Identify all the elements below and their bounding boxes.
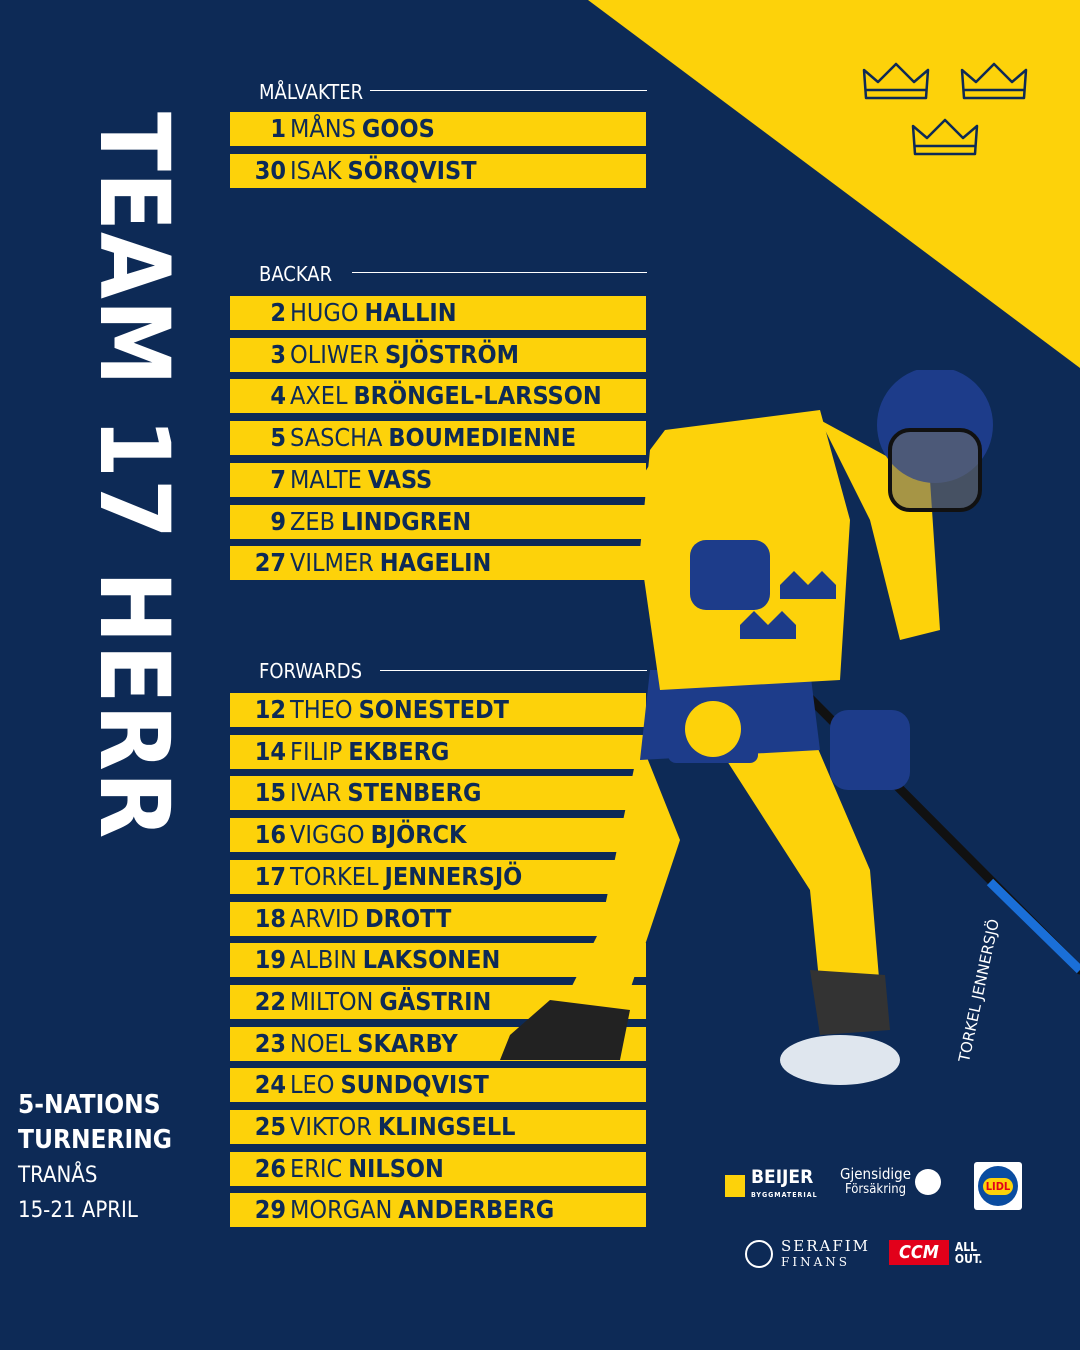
- player-last-name: SONESTEDT: [358, 695, 510, 724]
- player-number: 17: [254, 861, 286, 891]
- player-last-name: NILSON: [348, 1153, 444, 1183]
- gjensidige-name: Gjensidige: [840, 1165, 912, 1183]
- roster-row: [230, 338, 646, 372]
- player-number: 19: [254, 945, 286, 975]
- player-number: 5: [270, 423, 286, 453]
- beijer-sub: BYGGMATERIAL: [751, 1191, 818, 1199]
- player-first-name: IVAR: [290, 778, 342, 808]
- sponsor-gjensidige-logo: [840, 1166, 941, 1198]
- player-number: 7: [270, 464, 286, 494]
- hockey-player-image: [490, 370, 1080, 1110]
- sponsor-beijer-logo: [725, 1168, 818, 1204]
- three-crowns-icon: [860, 60, 1040, 160]
- player-last-name: SUNDQVIST: [340, 1070, 489, 1100]
- sponsor-serafim-logo: [745, 1238, 870, 1270]
- beijer-name: BEIJER: [751, 1166, 814, 1188]
- player-number: 15: [254, 778, 286, 808]
- roster-row: [230, 1110, 646, 1144]
- section-divider: [352, 272, 647, 273]
- player-last-name: VASS: [367, 464, 433, 494]
- player-last-name: DROTT: [364, 903, 452, 933]
- player-number: 4: [270, 381, 286, 411]
- roster-row: [230, 154, 646, 188]
- player-first-name: MORGAN: [290, 1195, 393, 1225]
- player-first-name: NOEL: [290, 1028, 352, 1058]
- serafim-name: SERAFIM: [781, 1237, 871, 1255]
- tournament-location: TRANÅS: [18, 1163, 98, 1188]
- roster-row: [230, 1193, 646, 1227]
- roster-row: [230, 1152, 646, 1186]
- player-last-name: JENNERSJÖ: [384, 861, 523, 891]
- player-first-name: VIKTOR: [290, 1112, 372, 1141]
- player-number: 3: [270, 339, 286, 369]
- player-first-name: MILTON: [290, 986, 374, 1016]
- gjensidige-sub: Försäkring: [844, 1182, 907, 1197]
- player-first-name: VILMER: [290, 548, 374, 578]
- player-last-name: BJÖRCK: [370, 820, 467, 850]
- section-label-forwards: FORWARDS: [259, 659, 362, 683]
- player-first-name: SASCHA: [290, 423, 383, 453]
- player-number: 18: [254, 903, 286, 933]
- player-last-name: BOUMEDIENNE: [388, 423, 577, 453]
- sponsor-lidl-logo: [974, 1162, 1022, 1210]
- player-first-name: MALTE: [290, 464, 362, 494]
- beijer-mark-icon: [725, 1175, 745, 1197]
- player-number: 25: [254, 1112, 286, 1141]
- player-first-name: THEO: [290, 695, 353, 724]
- player-last-name: HALLIN: [364, 298, 457, 327]
- player-first-name: AXEL: [290, 381, 348, 411]
- player-first-name: OLIWER: [290, 339, 379, 369]
- serafim-sub: FINANS: [781, 1255, 850, 1269]
- player-number: 30: [254, 155, 286, 185]
- player-last-name: SÖRQVIST: [347, 155, 477, 185]
- player-first-name: ERIC: [290, 1153, 343, 1183]
- player-last-name: ANDERBERG: [398, 1195, 555, 1225]
- player-number: 22: [254, 986, 286, 1016]
- player-number: 16: [254, 820, 286, 850]
- player-last-name: GÄSTRIN: [379, 986, 492, 1016]
- player-last-name: SJÖSTRÖM: [384, 339, 519, 369]
- ccm-tagline-1: ALL: [954, 1239, 978, 1254]
- page-title: TEAM 17 HERR: [78, 112, 190, 840]
- serafim-emblem-icon: [745, 1240, 773, 1268]
- player-number: 9: [270, 506, 286, 536]
- player-first-name: ALBIN: [290, 945, 357, 975]
- player-first-name: ZEB: [290, 506, 336, 536]
- roster-row: [230, 296, 646, 330]
- player-last-name: HAGELIN: [379, 548, 492, 578]
- player-number: 26: [254, 1153, 286, 1183]
- player-first-name: MÅNS: [290, 114, 356, 143]
- player-last-name: BRÖNGEL-LARSSON: [353, 381, 602, 411]
- player-first-name: VIGGO: [290, 820, 365, 850]
- player-photo-caption: TORKEL JENNERSJÖ: [955, 917, 1003, 1064]
- player-last-name: KLINGSELL: [377, 1112, 516, 1141]
- player-first-name: TORKEL: [290, 861, 379, 891]
- ccm-tagline-2: OUT.: [954, 1251, 983, 1266]
- gjensidige-emblem-icon: [915, 1169, 941, 1195]
- player-number: 24: [254, 1070, 286, 1100]
- tournament-dates: 15-21 APRIL: [18, 1198, 138, 1223]
- player-number: 2: [270, 298, 286, 327]
- tournament-info: [18, 1088, 172, 1228]
- player-first-name: LEO: [290, 1070, 335, 1100]
- player-last-name: EKBERG: [348, 736, 450, 766]
- player-last-name: SKARBY: [357, 1028, 458, 1058]
- lidl-name: LIDL: [983, 1178, 1014, 1195]
- title-wrapper: [0, 0, 190, 840]
- player-number: 14: [254, 736, 286, 766]
- player-number: 23: [254, 1028, 286, 1058]
- player-number: 12: [254, 695, 286, 724]
- tournament-name-line2: TURNERING: [18, 1125, 173, 1155]
- player-first-name: FILIP: [290, 736, 343, 766]
- player-last-name: LAKSONEN: [362, 945, 501, 975]
- player-last-name: LINDGREN: [341, 506, 472, 536]
- player-number: 29: [254, 1195, 286, 1225]
- section-divider: [370, 90, 647, 91]
- player-number: 1: [270, 114, 286, 143]
- section-label-goalies: MÅLVAKTER: [259, 80, 364, 104]
- player-first-name: HUGO: [290, 298, 359, 327]
- roster-row: [230, 112, 646, 146]
- tournament-name-line1: 5-NATIONS: [18, 1090, 161, 1120]
- player-first-name: ISAK: [290, 155, 342, 185]
- section-label-defense: BACKAR: [259, 262, 333, 286]
- player-number: 27: [254, 548, 286, 578]
- player-first-name: ARVID: [290, 903, 359, 933]
- player-last-name: GOOS: [361, 114, 435, 143]
- player-last-name: STENBERG: [347, 778, 482, 808]
- sponsor-ccm-logo: [889, 1240, 982, 1265]
- ccm-name: CCM: [889, 1240, 949, 1265]
